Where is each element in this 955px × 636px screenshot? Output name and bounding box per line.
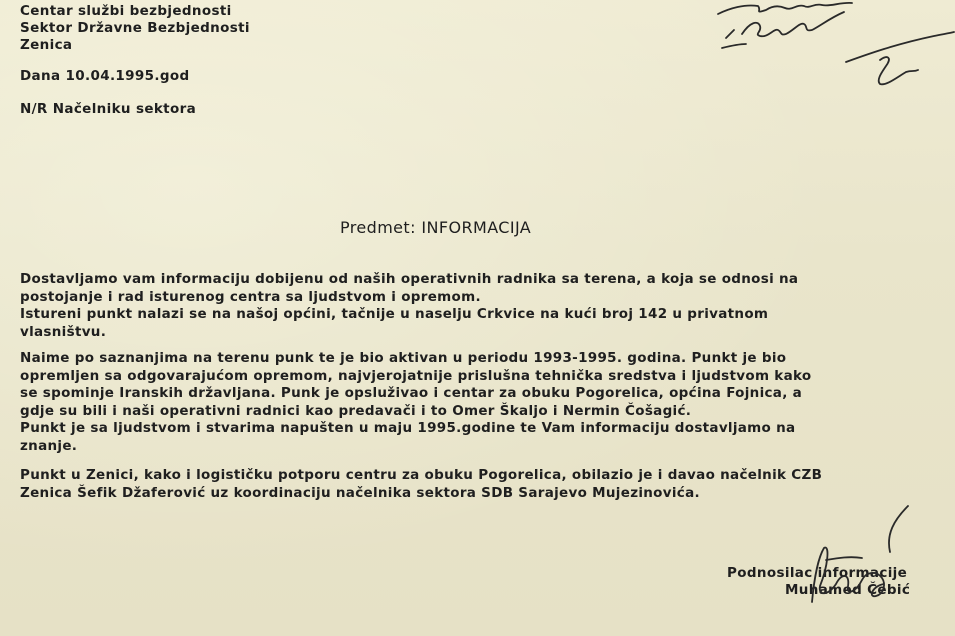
paragraph-line: postojanje i rad isturenog centra sa ljudstvom i opremom. — [20, 288, 481, 305]
paragraph-line: se spominje Iranskih državljana. Punk je opsluživao i centar za obuku Pogorelica, općina Fojnica, a — [20, 385, 803, 401]
body-paragraph-1 — [20, 271, 935, 341]
org-line-2: Sektor Državne Bezbjednosti — [20, 20, 250, 36]
handwritten-signature — [790, 500, 950, 620]
paragraph-line: znanje. — [20, 437, 78, 454]
paragraph-line: Naime po saznanjima na terenu punk te je bio aktivan u periodu 1993-1995. godina. Punkt je bio — [20, 350, 787, 366]
subject-value: INFORMACIJA — [421, 218, 532, 237]
recipient-line: N/R Načelniku sektora — [20, 101, 197, 117]
paragraph-line: Dostavljamo vam informaciju dobijenu od naših operativnih radnika sa terena, a koja se odnosi na — [20, 271, 799, 287]
signature-name: Muhamed Čebić — [785, 582, 911, 598]
body-paragraph-3 — [20, 467, 935, 502]
paragraph-line: gdje su bili i naši operativni radnici kao predavači i to Omer Škaljo i Nermin Čošagić. — [20, 402, 692, 419]
signature-title: Podnosilac informacije — [727, 565, 908, 581]
document-date: Dana 10.04.1995.god — [20, 68, 190, 84]
paragraph-line: vlasništvu. — [20, 323, 107, 340]
subject-label: Predmet: — [340, 218, 416, 237]
handwritten-annotation — [700, 0, 955, 95]
subject-line — [340, 218, 531, 237]
org-line-1: Centar službi bezbjednosti — [20, 3, 232, 19]
paragraph-line: Punkt u Zenici, kako i logističku potporu centru za obuku Pogorelica, obilazio je i davao načelnik CZB — [20, 467, 823, 483]
paragraph-line: Istureni punkt nalazi se na našoj općini, tačnije u naselju Crkvice na kući broj 142 u privatnom — [20, 306, 769, 322]
paragraph-line: opremljen sa odgovarajućom opremom, najvjerojatnije prislušna tehnička sredstva i ljudstvom kako — [20, 367, 812, 384]
org-line-3: Zenica — [20, 37, 73, 53]
body-paragraph-2 — [20, 350, 935, 455]
paragraph-line: Zenica Šefik Džaferović uz koordinaciju načelnika sektora SDB Sarajevo Mujezinovića. — [20, 484, 700, 501]
paragraph-line: Punkt je sa ljudstvom i stvarima napušten u maju 1995.godine te Vam informaciju dostavljamo na — [20, 420, 796, 436]
